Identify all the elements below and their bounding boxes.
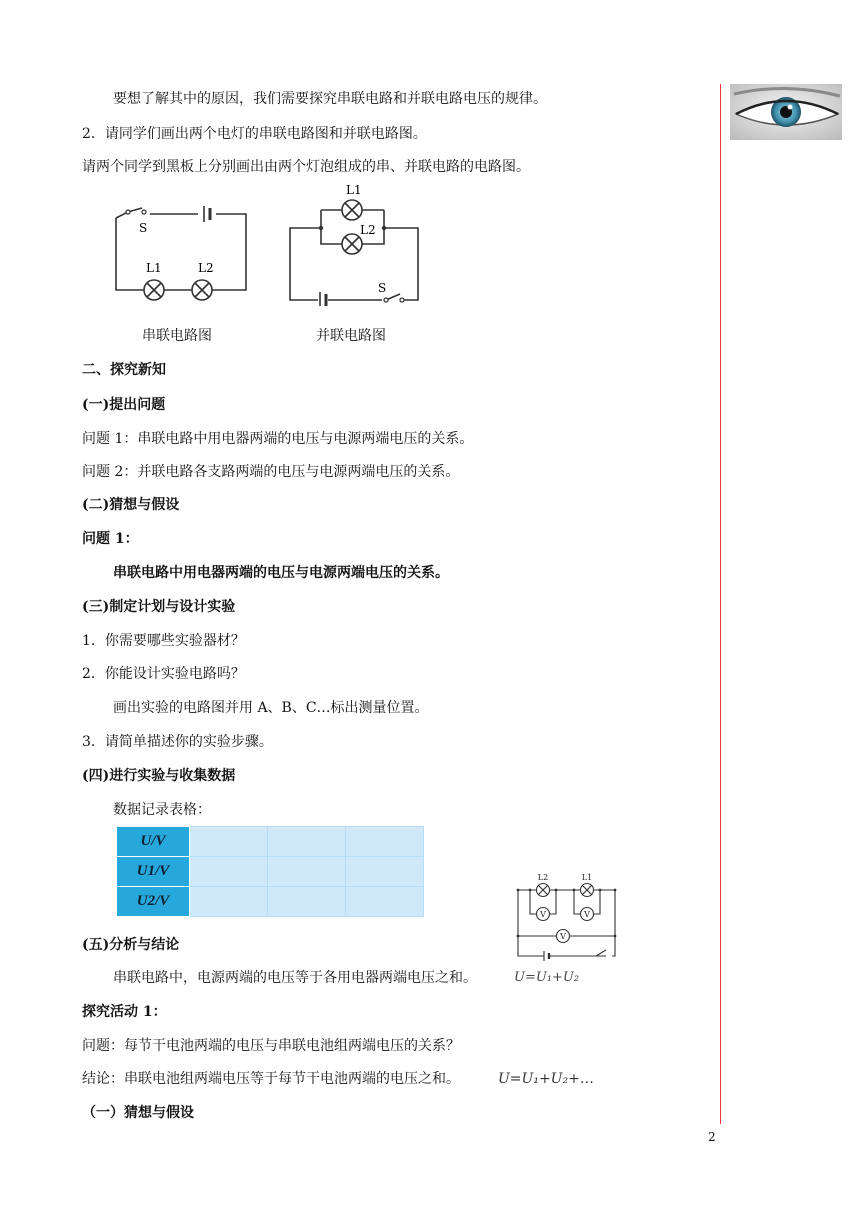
subsection-heading: (三)制定计划与设计实验 (82, 599, 236, 615)
lamp-label: L1 (346, 183, 362, 197)
parallel-caption: 并联电路图 (316, 328, 386, 344)
section-heading: 二、探究新知 (82, 362, 166, 378)
subsection-heading: （一）猜想与假设 (82, 1105, 194, 1121)
subsection-heading: (二)猜想与假设 (82, 497, 180, 513)
lamp-label: L2 (360, 223, 376, 237)
subsection-heading: (四)进行实验与收集数据 (82, 768, 236, 784)
text-line: 画出实验的电路图并用 A、B、C…标出测量位置。 (113, 700, 429, 716)
page-number: 2 (708, 1130, 716, 1144)
voltmeter-circuit-diagram (510, 870, 620, 964)
series-caption: 串联电路图 (142, 328, 212, 344)
subsection-heading: (一)提出问题 (82, 397, 166, 413)
series-circuit-diagram (106, 196, 256, 306)
subsection-heading: (五)分析与结论 (82, 937, 180, 953)
voltmeter-label: V (540, 910, 546, 919)
text-line: 问题 1：串联电路中用电器两端的电压与电源两端电压的关系。 (82, 431, 474, 447)
table-header-cell: U1/V (117, 857, 190, 887)
eye-image (730, 84, 842, 140)
table-cell[interactable] (190, 827, 268, 857)
switch-label: S (139, 221, 148, 235)
text-line: 串联电路中，电源两端的电压等于各用电器两端电压之和。 (113, 970, 477, 986)
text-line: 问题 1： (82, 531, 139, 547)
table-cell[interactable] (190, 887, 268, 917)
table-row (117, 827, 424, 857)
table-header-cell: U/V (117, 827, 190, 857)
text-line: 要想了解其中的原因，我们需要探究串联电路和并联电路电压的规律。 (113, 91, 547, 107)
text-line: 3．请简单描述你的实验步骤。 (82, 734, 273, 750)
table-cell[interactable] (268, 827, 346, 857)
formula: U=U₁+U₂+… (498, 1071, 594, 1087)
activity-heading: 探究活动 1： (82, 1004, 167, 1020)
table-row (117, 887, 424, 917)
text-line: 1．你需要哪些实验器材？ (82, 633, 245, 649)
table-cell[interactable] (346, 857, 424, 887)
parallel-circuit-diagram (286, 180, 426, 306)
table-header-cell: U2/V (117, 887, 190, 917)
text-line: 请两个同学到黑板上分别画出由两个灯泡组成的串、并联电路的电路图。 (82, 159, 530, 175)
switch-label: S (378, 281, 387, 295)
table-cell[interactable] (346, 827, 424, 857)
formula: U=U₁+U₂ (514, 970, 580, 985)
voltmeter-label: V (584, 910, 590, 919)
table-cell[interactable] (268, 857, 346, 887)
lamp-label: L2 (537, 873, 549, 882)
data-record-table (116, 826, 424, 917)
table-cell[interactable] (190, 857, 268, 887)
lamp-label: L2 (198, 261, 214, 275)
table-cell[interactable] (346, 887, 424, 917)
text-line: 数据记录表格： (113, 802, 211, 818)
text-line: 结论：串联电池组两端电压等于每节干电池两端的电压之和。 (82, 1071, 460, 1087)
lamp-label: L1 (581, 873, 593, 882)
lamp-label: L1 (146, 261, 162, 275)
table-row (117, 857, 424, 887)
table-cell[interactable] (268, 887, 346, 917)
text-line: 串联电路中用电器两端的电压与电源两端电压的关系。 (113, 565, 449, 581)
margin-rule (720, 84, 721, 1124)
text-line: 2．你能设计实验电路吗？ (82, 666, 245, 682)
text-line: 2．请同学们画出两个电灯的串联电路图和并联电路图。 (82, 126, 427, 142)
voltmeter-label: V (560, 932, 566, 941)
text-line: 问题 2：并联电路各支路两端的电压与电源两端电压的关系。 (82, 464, 460, 480)
text-line: 问题：每节干电池两端的电压与串联电池组两端电压的关系？ (82, 1038, 460, 1054)
